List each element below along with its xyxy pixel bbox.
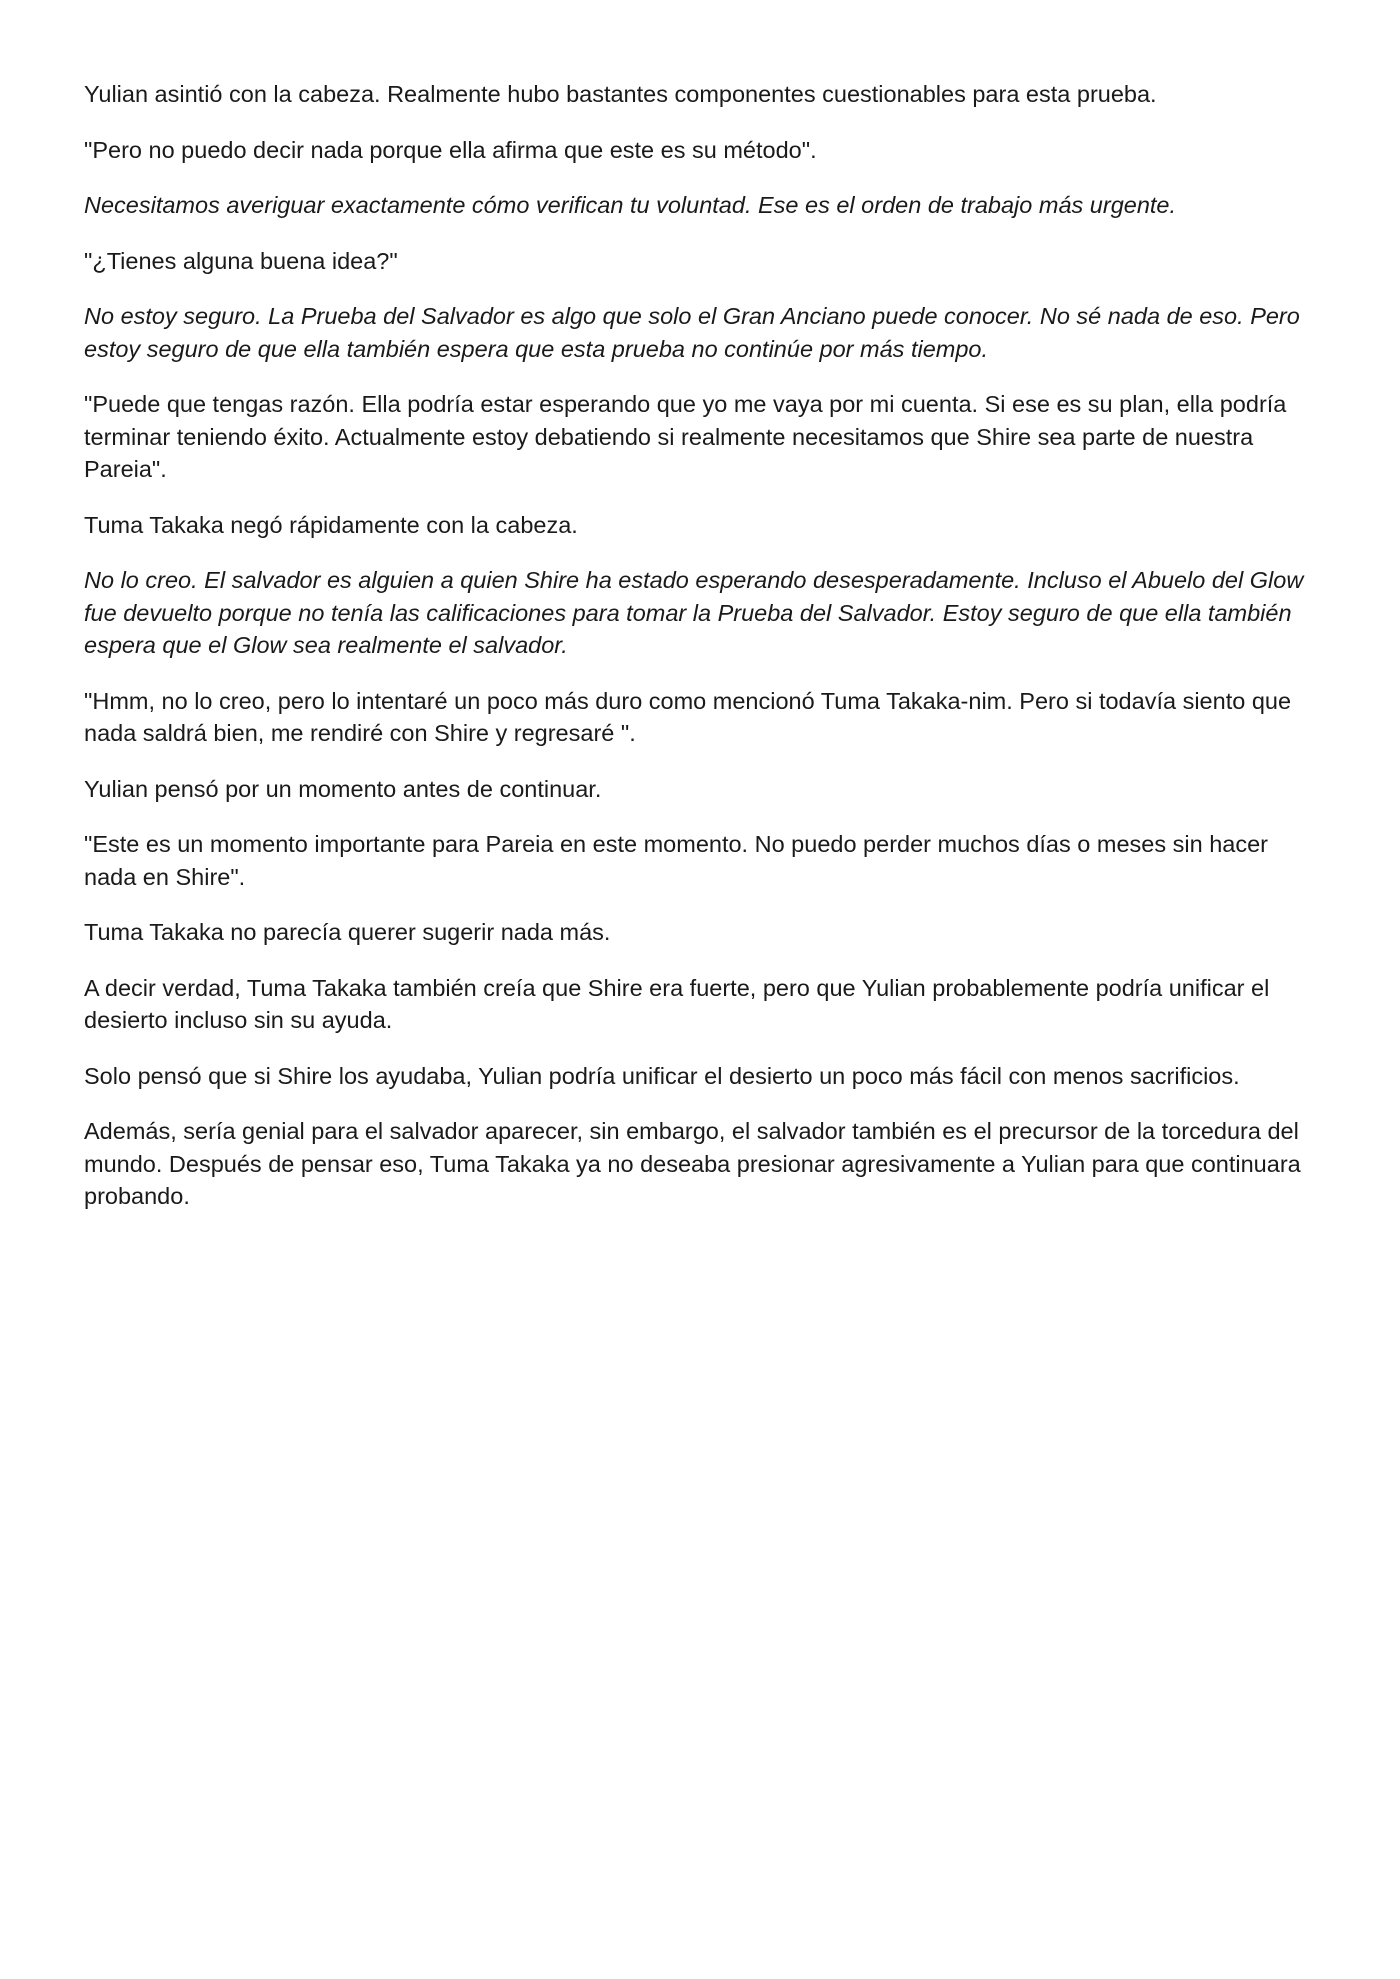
paragraph-15: Además, sería genial para el salvador aparecer, sin embargo, el salvador también es el precursor de la torcedura del mundo. Después de pensar eso, Tuma Takaka ya no deseaba presionar agresivamente a Yulian para que continuara probando. bbox=[84, 1118, 1308, 1209]
paragraph-8-thought: No lo creo. El salvador es alguien a quien Shire ha estado esperando desesperadamente. Incluso el Abuelo del Glow fue devuelto porque no tenía las calificaciones para tomar la Prueba del Salvador. Estoy seguro de que ella también espera que el Glow sea realmente el salvador. bbox=[84, 567, 1310, 658]
paragraph-2: "Pero no puedo decir nada porque ella afirma que este es su método". bbox=[84, 136, 817, 163]
paragraph-4: "¿Tienes alguna buena idea?" bbox=[84, 247, 398, 274]
paragraph-13: A decir verdad, Tuma Takaka también creía que Shire era fuerte, pero que Yulian probablemente podría unificar el desierto incluso sin su ayuda. bbox=[84, 974, 1276, 1033]
paragraph-10: Yulian pensó por un momento antes de continuar. bbox=[84, 775, 602, 802]
paragraph-7: Tuma Takaka negó rápidamente con la cabeza. bbox=[84, 511, 578, 538]
paragraph-1: Yulian asintió con la cabeza. Realmente hubo bastantes componentes cuestionables para esta prueba. bbox=[84, 81, 1157, 107]
paragraph-11: "Este es un momento importante para Pareia en este momento. No puedo perder muchos días o meses sin hacer nada en Shire". bbox=[84, 831, 1275, 890]
paragraph-5-thought: No estoy seguro. La Prueba del Salvador es algo que solo el Gran Anciano puede conocer. No sé nada de eso. Pero estoy seguro de que ella también espera que esta prueba no continúe por más tiempo. bbox=[84, 303, 1307, 362]
document-page bbox=[84, 78, 1324, 1236]
paragraph-6: "Puede que tengas razón. Ella podría estar esperando que yo me vaya por mi cuenta. Si ese es su plan, ella podría terminar teniendo éxito. Actualmente estoy debatiendo si realmente necesitamos que Shire sea parte de nuestra Pareia". bbox=[84, 391, 1293, 482]
paragraph-3-thought: Necesitamos averiguar exactamente cómo verifican tu voluntad. Ese es el orden de trabajo más urgente. bbox=[84, 192, 1177, 218]
paragraph-14: Solo pensó que si Shire los ayudaba, Yulian podría unificar el desierto un poco más fácil con menos sacrificios. bbox=[84, 1062, 1240, 1089]
paragraph-9: "Hmm, no lo creo, pero lo intentaré un poco más duro como mencionó Tuma Takaka-nim. Pero si todavía siento que nada saldrá bien, me rendiré con Shire y regresaré ". bbox=[84, 687, 1298, 746]
paragraph-12: Tuma Takaka no parecía querer sugerir nada más. bbox=[84, 919, 611, 945]
